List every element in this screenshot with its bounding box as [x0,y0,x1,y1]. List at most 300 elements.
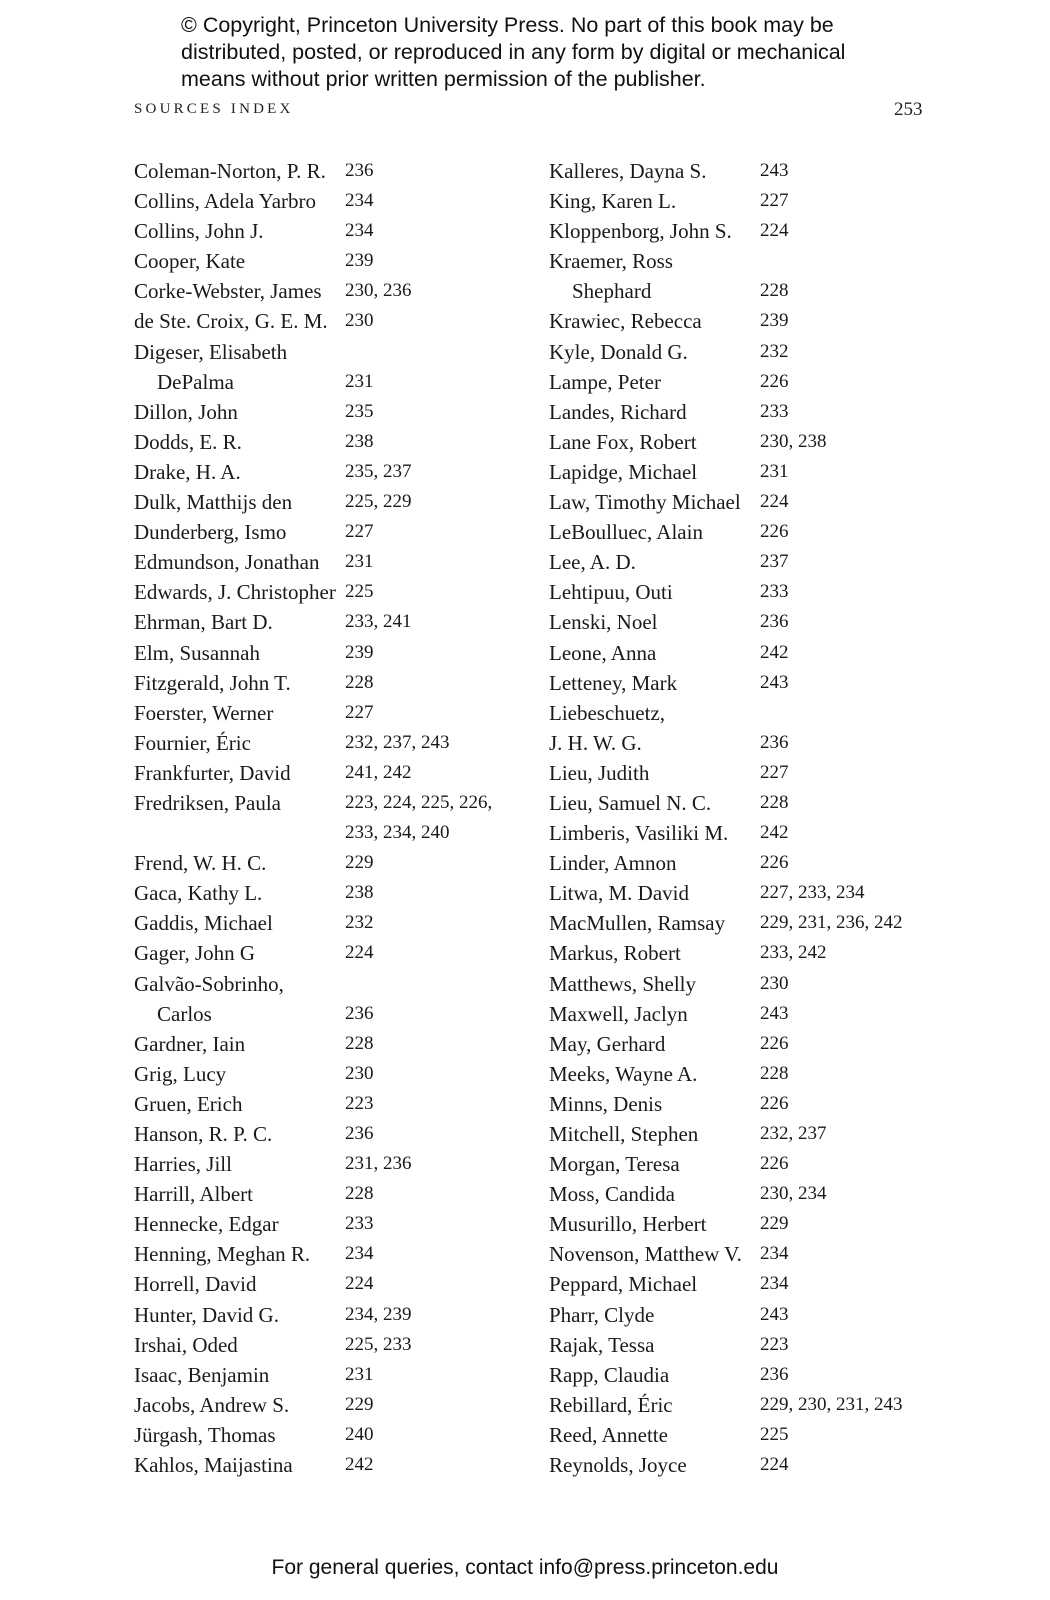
index-entry-pages: 236 [760,731,789,753]
index-entry-pages: 239 [345,250,374,272]
index-entry [549,668,929,698]
index-entry [134,1239,524,1269]
index-entry-pages: 234 [760,1243,789,1265]
index-entry-pages: 231 [345,370,374,392]
index-entry [134,517,524,547]
index-entry-pages: 242 [760,641,789,663]
index-entry-name-text: Kraemer, Ross [549,249,673,274]
index-entry-name [549,1179,675,1209]
index-entry-pages: 226 [760,1092,789,1114]
index-entry-pages: 229 [345,852,374,874]
index-entry-name-text: Novenson, Matthew V. [549,1242,742,1267]
index-entry-name [134,1269,256,1299]
index-entry-name [134,547,319,577]
index-entry-pages: 226 [760,521,789,543]
index-entry-pages: 226 [760,370,789,392]
index-entry-name [134,1209,279,1239]
index-entry [134,1420,524,1450]
index-entry-name [549,1390,673,1420]
index-entry-name [549,1300,654,1330]
index-entry-pages: 235, 237 [345,460,412,482]
index-entry [549,577,929,607]
index-entry [134,668,524,698]
index-entry-pages: 238 [345,430,374,452]
index-entry-name [549,547,636,577]
index-entry-pages: 232 [345,912,374,934]
index-entry-name-text: Lee, A. D. [549,550,636,575]
index-entry-name [134,607,273,637]
index-entry [134,1390,524,1420]
index-entry [134,969,524,1029]
index-entry-pages: 231 [760,460,789,482]
index-entry-name [134,878,262,908]
index-entry [549,848,929,878]
index-entry-name [549,397,687,427]
index-entry-name-text: Edwards, J. Christopher [134,580,336,605]
index-entry [134,1450,524,1480]
index-column-right [549,156,929,1480]
index-entry-name-continuation: Shephard [572,279,652,304]
index-entry [549,788,929,818]
index-entry [549,517,929,547]
index-entry [134,1330,524,1360]
index-entry-pages: 224 [760,220,789,242]
index-entry-name [549,969,696,999]
index-entry-pages: 231 [345,1363,374,1385]
index-entry-pages: 243 [760,1303,789,1325]
index-entry [134,306,524,336]
index-entry-name [549,818,728,848]
index-entry [134,1119,524,1149]
index-entry-name-text: Galvão-Sobrinho, [134,971,284,996]
index-entry [134,878,524,908]
index-entry-name [134,457,241,487]
index-entry-name [549,788,711,818]
index-entry-name-text: MacMullen, Ramsay [549,911,726,936]
index-entry-name-text: Reynolds, Joyce [549,1453,687,1478]
index-entry [549,1119,929,1149]
index-entry-name-text: Liebeschuetz, [549,700,666,725]
index-entry-name-text: de Ste. Croix, G. E. M. [134,309,328,334]
index-entry-name-text: Hanson, R. P. C. [134,1122,273,1146]
index-entry [134,337,524,397]
index-entry-pages: 239 [345,641,374,663]
index-entry [549,938,929,968]
index-entry-name-text: LeBoulluec, Alain [549,520,703,545]
index-entry [549,1420,929,1450]
index-entry-name [549,758,649,788]
index-entry-pages: 232 [760,340,789,362]
index-entry-pages: 240 [345,1423,374,1445]
index-entry [549,758,929,788]
index-entry-name [549,607,657,637]
index-entry-pages: 230, 238 [760,430,827,452]
index-entry-pages: 238 [345,882,374,904]
index-entry-name-text: Rajak, Tessa [549,1332,655,1357]
index-entry [134,698,524,728]
index-entry-name [134,969,284,1029]
index-entry-name-text: Corke-Webster, James [134,279,322,304]
index-entry-pages: 236 [345,160,374,181]
index-entry-name [549,246,673,306]
index-entry-name-text: Cooper, Kate [134,249,246,274]
index-entry-pages: 231 [345,551,374,573]
index-entry-name-text: Dulk, Matthijs den [134,490,293,515]
index-entry-name-text: Reed, Annette [549,1422,668,1447]
index-entry-name [134,1059,226,1089]
index-entry-name-text: Maxwell, Jaclyn [549,1001,688,1026]
index-entry-name [134,577,336,607]
index-entry-pages: 233 [760,400,789,422]
index-entry-name-text: Fournier, Éric [134,730,251,755]
index-entry-pages: 227 [760,761,789,783]
index-entry-pages: 227 [345,701,374,723]
index-entry-name-text: Irshai, Oded [134,1332,238,1357]
index-entry-name [549,908,725,938]
index-entry-pages: 224 [760,491,789,513]
index-entry-name-text: Musurillo, Herbert [549,1212,707,1237]
index-entry-name [549,306,702,336]
index-entry-pages: 242 [760,822,789,844]
index-entry-name-text: Law, Timothy Michael [549,490,741,515]
index-entry-name-text: Lieu, Samuel N. C. [549,790,712,815]
index-entry-name-text: Harries, Jill [134,1152,232,1177]
index-entry-name [134,848,266,878]
index-entry [549,427,929,457]
index-entry-pages: 230, 236 [345,280,412,302]
index-entry-pages: 226 [760,1153,789,1175]
index-entry-name [549,186,676,216]
index-entry [134,908,524,938]
index-entry-name-text: Hennecke, Edgar [134,1212,279,1237]
index-entry-pages: 232, 237 [760,1123,827,1144]
index-entry-pages: 229, 230, 231, 243 [760,1393,903,1415]
index-entry [134,397,524,427]
index-entry-name-text: Frankfurter, David [134,760,291,785]
index-entry [134,156,524,186]
index-entry-name-text: Isaac, Benjamin [134,1362,270,1387]
index-entry-name [134,487,292,517]
index-entry-name-text: Edmundson, Jonathan [134,550,320,575]
index-entry-name-text: Lapidge, Michael [549,459,698,484]
index-entry-pages: 243 [760,160,789,181]
index-entry-pages: 234 [760,1273,789,1295]
index-entry-name [549,1360,669,1390]
index-entry-name-text: Rebillard, Éric [549,1392,673,1417]
index-entry [134,487,524,517]
index-entry-name-text: Kalleres, Dayna S. [549,159,707,183]
index-entry-name [134,938,255,968]
index-entry-name-continuation: DePalma [157,369,234,394]
index-entry [549,1450,929,1480]
index-entry [134,1029,524,1059]
index-entry [134,788,524,848]
index-entry-name [134,758,291,788]
index-entry-name-text: Mitchell, Stephen [549,1122,699,1146]
index-entry-name-text: Pharr, Clyde [549,1302,655,1327]
index-entry-name-text: Lenski, Noel [549,610,658,635]
index-entry-name [549,1149,680,1179]
index-entry-pages: 228 [345,1183,374,1205]
index-entry-name [134,1119,272,1149]
index-entry [134,848,524,878]
index-entry-name-text: Moss, Candida [549,1182,675,1207]
index-entry-name [134,1029,245,1059]
index-entry-pages: 236 [345,1002,374,1024]
index-entry-name [549,638,656,668]
index-entry-name [549,698,665,758]
index-entry-name [134,698,273,728]
index-entry [549,337,929,367]
index-entry-pages: 230 [345,310,374,332]
index-entry [549,1059,929,1089]
index-entry-name [549,848,676,878]
index-entry-name [134,1089,242,1119]
index-entry-name-text: Leone, Anna [549,640,657,665]
index-entry-pages: 224 [760,1454,789,1476]
index-entry-name [549,1059,697,1089]
index-entry-name-text: Hunter, David G. [134,1302,279,1327]
index-entry-name-text: Meeks, Wayne A. [549,1061,698,1086]
index-entry-name [549,878,689,908]
index-entry-name [134,306,328,336]
index-entry [134,728,524,758]
index-entry-name-text: Dunderberg, Ismo [134,520,287,545]
index-entry [549,306,929,336]
index-entry-pages: 234 [345,190,374,212]
index-entry-pages: 243 [760,671,789,693]
index-entry-name-text: Rapp, Claudia [549,1362,670,1387]
index-entry-name-text: Landes, Richard [549,399,687,424]
index-entry [134,607,524,637]
index-entry-pages: 225 [345,581,374,603]
index-entry-name-text: Dodds, E. R. [134,429,242,454]
index-entry-name [549,367,661,397]
index-entry-name-text: Lehtipuu, Outi [549,580,673,605]
index-entry-pages: 228 [345,1032,374,1054]
index-entry [134,1300,524,1330]
index-entry-name-text: Horrell, David [134,1272,257,1297]
index-entry [549,1149,929,1179]
index-entry-name-text: Morgan, Teresa [549,1152,680,1177]
index-entry-name [134,1390,289,1420]
index-entry-name-text: Frend, W. H. C. [134,851,267,876]
index-entry [134,638,524,668]
index-entry-name-text: Foerster, Werner [134,700,274,725]
copyright-notice [181,12,901,93]
index-entry-pages: 223 [760,1333,789,1355]
index-entry-name-text: Jacobs, Andrew S. [134,1392,290,1417]
index-entry-name-text: Kloppenborg, John S. [549,219,732,244]
index-entry-name-text: Henning, Meghan R. [134,1242,311,1267]
index-entry-pages: 229 [345,1393,374,1415]
index-entry [134,1269,524,1299]
index-entry-name-text: Gruen, Erich [134,1091,243,1116]
index-entry-name [134,1300,279,1330]
index-entry [549,908,929,938]
index-entry-name [134,1330,238,1360]
index-entry [549,638,929,668]
index-entry-pages: 225, 233 [345,1333,412,1355]
index-entry-name [549,156,706,186]
index-entry [134,246,524,276]
index-entry [134,938,524,968]
index-entry-pages: 228 [760,280,789,302]
index-entry-name-text: Harrill, Albert [134,1182,253,1207]
index-entry-name [549,216,732,246]
index-entry-name [134,728,251,758]
index-entry-name-text: Collins, John J. [134,219,264,244]
index-entry-name [549,1029,665,1059]
index-entry-pages: 229, 231, 236, 242 [760,912,903,934]
index-entry-pages: 225, 229 [345,491,412,513]
index-entry-pages: 224 [345,942,374,964]
index-entry-name [134,427,242,457]
index-entry-pages: 227 [345,521,374,543]
index-entry-pages: 223, 224, 225, 226, 233, 234, 240 [345,791,493,844]
index-entry-name-text: Linder, Amnon [549,851,677,876]
index-entry-name-text: May, Gerhard [549,1031,666,1056]
index-entry [549,156,929,186]
index-entry [549,457,929,487]
index-entry-name-text: Litwa, M. David [549,881,689,906]
copyright-line: © Copyright, Princeton University Press. No part of this book may be [181,13,834,37]
index-entry-name-text: Limberis, Vasiliki M. [549,821,729,846]
index-entry [134,1059,524,1089]
index-entry-name [134,517,286,547]
page-number: 253 [894,99,923,120]
index-entry-pages: 243 [760,1002,789,1024]
index-entry [549,367,929,397]
index-entry-pages: 233, 241 [345,611,412,633]
index-entry [549,186,929,216]
index-entry-name-text: Krawiec, Rebecca [549,309,702,334]
index-entry-name [549,1089,662,1119]
index-entry-name [134,788,281,818]
index-entry-name-text: Lieu, Judith [549,760,650,785]
index-entry [549,487,929,517]
index-entry-pages: 229 [760,1213,789,1235]
index-entry [134,577,524,607]
index-entry [549,607,929,637]
index-entry [134,216,524,246]
index-entry-name [134,246,245,276]
index-entry-name-text: King, Karen L. [549,189,677,214]
index-entry-pages: 230, 234 [760,1183,827,1205]
index-entry [549,878,929,908]
index-entry-name-continuation: J. H. W. G. [549,730,642,755]
index-entry-name-text: Coleman-Norton, P. R. [134,159,326,183]
index-entry-name-text: Kahlos, Maijastina [134,1453,293,1478]
index-entry [549,1360,929,1390]
index-entry-name-text: Markus, Robert [549,941,681,966]
index-entry-name [549,517,703,547]
index-entry [134,186,524,216]
index-entry [549,1029,929,1059]
index-entry-name [134,337,287,397]
index-entry-pages: 235 [345,400,374,422]
index-entry [134,1360,524,1390]
index-entry-name [549,1209,706,1239]
index-entry [549,1330,929,1360]
index-entry [134,758,524,788]
index-entry-name-text: Jürgash, Thomas [134,1422,276,1447]
index-entry-name-text: Drake, H. A. [134,459,241,484]
index-entry-name-text: Gardner, Iain [134,1031,246,1056]
index-entry-name-text: Grig, Lucy [134,1061,227,1086]
index-entry-name [134,1360,269,1390]
index-entry-name-text: Dillon, John [134,399,238,424]
index-entry-pages: 230 [345,1062,374,1084]
index-entry-name [549,577,673,607]
index-entry-name [549,1450,687,1480]
index-entry-name-text: Lane Fox, Robert [549,429,697,454]
index-entry [134,1209,524,1239]
index-entry [549,547,929,577]
index-entry-pages: 241, 242 [345,761,412,783]
index-entry [549,1390,929,1420]
index-entry-pages: 227 [760,190,789,212]
index-entry-name [134,276,322,306]
index-entry-name [549,487,741,517]
index-entry-pages: 227, 233, 234 [760,882,865,904]
index-entry-name [134,1179,253,1209]
index-entry-name [549,1119,698,1149]
index-entry-pages: 236 [345,1123,374,1144]
index-entry-name-text: Peppard, Michael [549,1272,698,1297]
index-entry-name-text: Kyle, Donald G. [549,339,688,364]
index-entry-pages: 228 [760,1062,789,1084]
index-entry-pages: 226 [760,852,789,874]
index-entry-name-continuation: Carlos [157,1001,212,1026]
index-entry-pages: 228 [760,791,789,813]
index-entry-pages: 226 [760,1032,789,1054]
index-entry-name [134,668,291,698]
index-entry-name-text: Gaca, Kathy L. [134,881,263,906]
index-entry [134,276,524,306]
index-entry-name [549,337,688,367]
index-entry [549,818,929,848]
index-entry-name-text: Minns, Denis [549,1091,663,1116]
index-entry-name [549,1269,697,1299]
index-entry-pages: 236 [760,1363,789,1385]
index-entry-name [549,1330,654,1360]
index-entry [549,1300,929,1330]
index-entry [549,1239,929,1269]
index-entry-name [549,938,681,968]
index-entry [134,1149,524,1179]
index-entry-name-text: Fitzgerald, John T. [134,670,291,695]
index-entry-pages: 233, 242 [760,942,827,964]
index-entry [134,547,524,577]
index-entry [134,427,524,457]
index-entry-pages: 239 [760,310,789,332]
index-entry-name-text: Gager, John G [134,941,256,966]
index-entry-name [134,1239,310,1269]
index-entry-name [134,216,264,246]
index-entry-pages: 230 [760,972,789,994]
index-entry-pages: 236 [760,611,789,633]
index-entry-name [549,427,697,457]
index-entry [549,698,929,758]
index-entry [134,1089,524,1119]
index-entry-name [549,668,677,698]
index-entry-name-text: Gaddis, Michael [134,911,273,936]
index-entry-pages: 234 [345,1243,374,1265]
index-entry-name [549,457,697,487]
index-entry [134,457,524,487]
index-entry [134,1179,524,1209]
